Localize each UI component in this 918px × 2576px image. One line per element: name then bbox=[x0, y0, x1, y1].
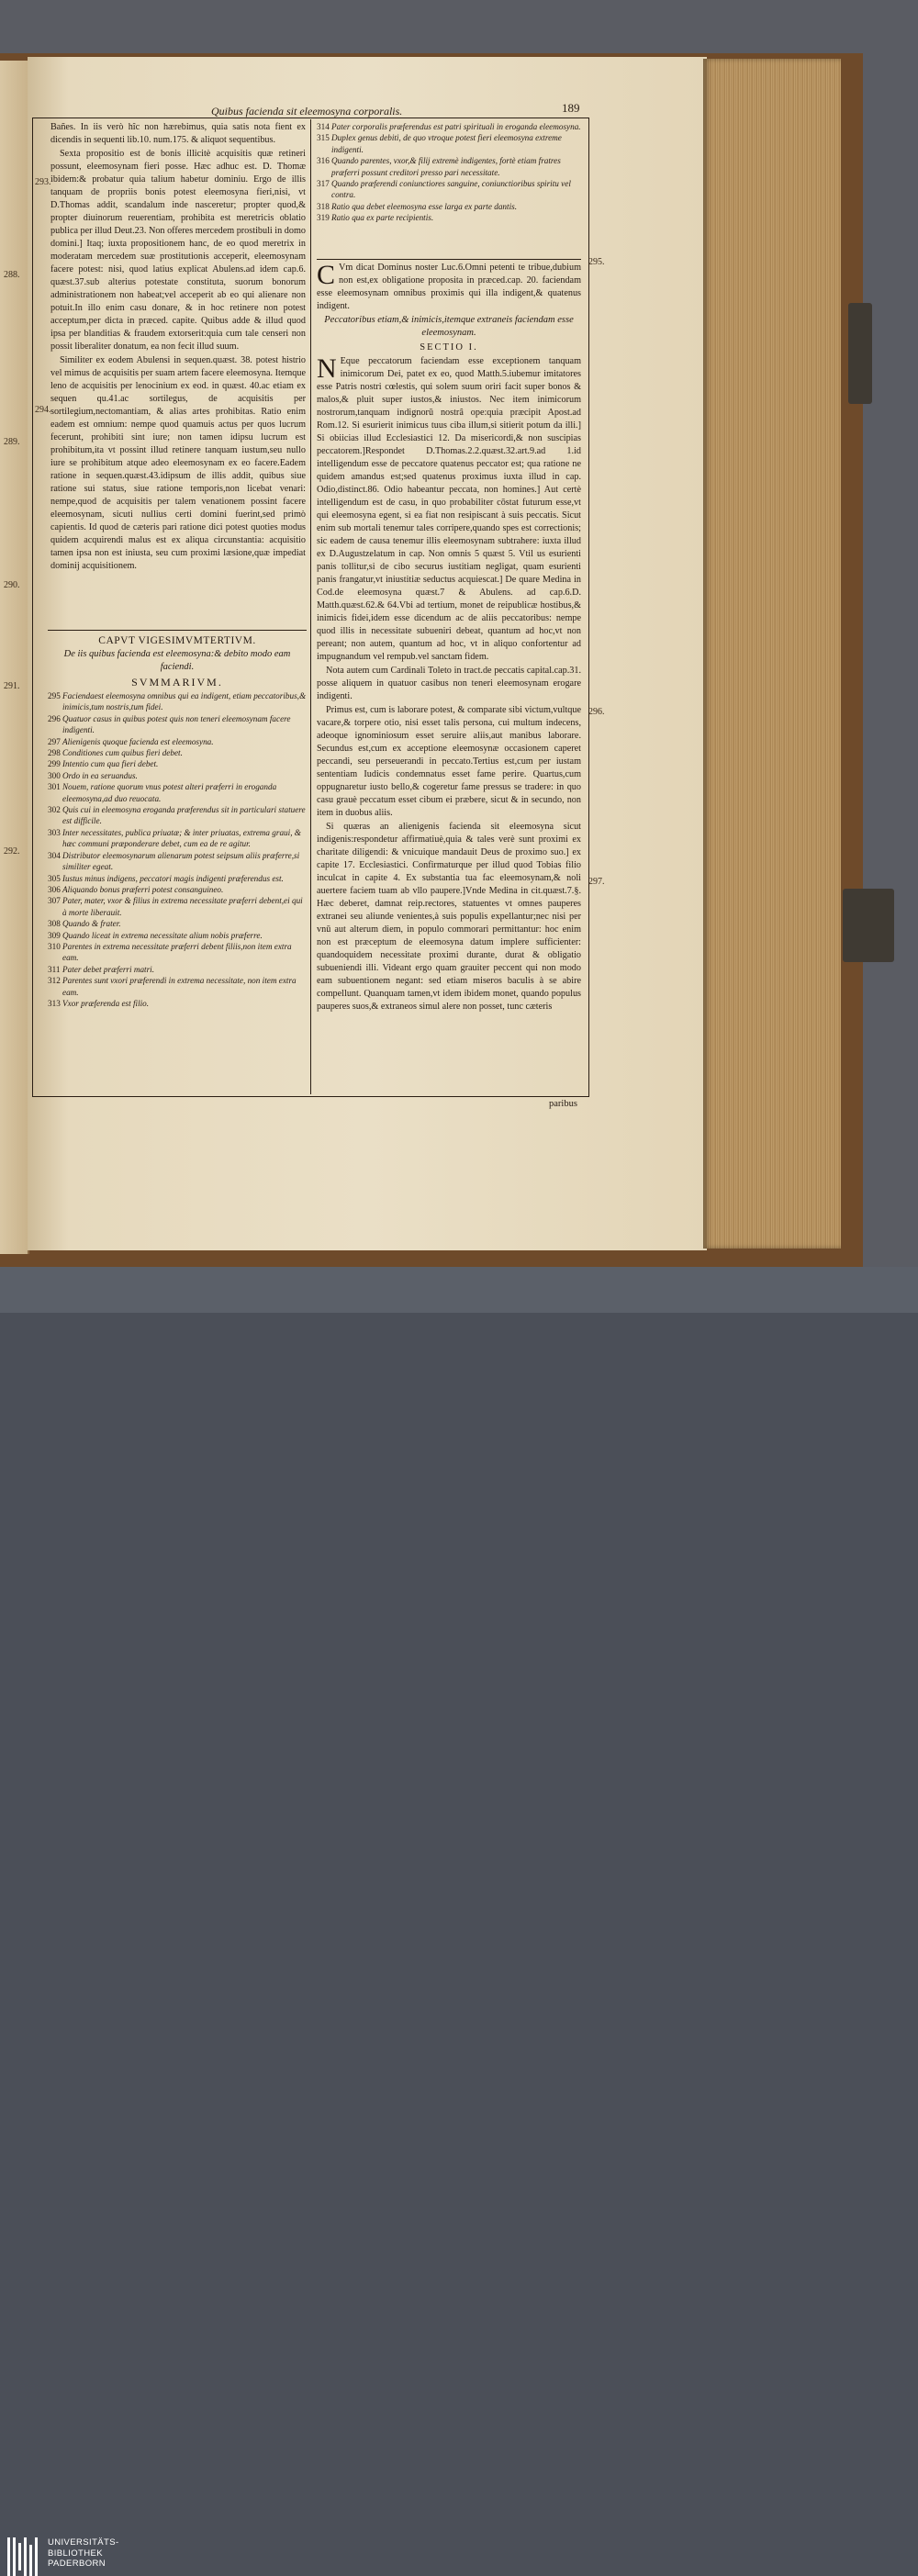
summary-item bbox=[48, 918, 307, 929]
paragraph: Bañes. In iis verò hîc non hærebimus, quia satis nota fient ex dicendis in sequenti lib.10. num.175. & aliquot sequentibus. bbox=[50, 122, 306, 145]
library-footer bbox=[0, 1267, 918, 2569]
summary-item bbox=[317, 132, 581, 155]
prev-margin-number: 288. bbox=[4, 270, 20, 280]
margin-number: 294. bbox=[35, 405, 51, 415]
margin-number: 297. bbox=[588, 877, 605, 887]
summary-item-text: Inter necessitates, publica priuatæ; & inter priuatas, extrema graui, & hæc communi præponderare debet, cum ea de re agitur. bbox=[62, 827, 301, 849]
summary-item bbox=[48, 998, 307, 1009]
section-rule bbox=[317, 259, 581, 260]
summary-item-number: 303 bbox=[48, 827, 61, 837]
section-heading: Peccatoribus etiam,& inimicis,itemque extraneis faciendam esse eleemosynam. bbox=[324, 315, 574, 338]
summary-item bbox=[317, 212, 581, 223]
summary-item-text: Conditiones cum quibus fieri debet. bbox=[62, 748, 183, 758]
summary-item bbox=[317, 201, 581, 212]
summary-item-number: 317 bbox=[317, 179, 330, 189]
summary-item-number: 308 bbox=[48, 919, 61, 929]
prev-margin-number: 292. bbox=[4, 846, 20, 857]
left-column-text bbox=[50, 121, 306, 626]
summary-item-number: 299 bbox=[48, 759, 61, 769]
fore-edge bbox=[703, 59, 841, 1249]
intro-text: Vm dicat Dominus noster Luc.6.Omni petenti te tribue,dubium non est,ex obligatione proposita in præced.cap. 20. faciendam esse eleemosynam omnibus proximis qui illa indigent,& quatenus indigent. bbox=[317, 263, 581, 311]
summary-item bbox=[317, 178, 581, 201]
running-head: Quibus facienda sit eleemosyna corporalis. bbox=[211, 105, 403, 118]
summary-item-number: 305 bbox=[48, 873, 61, 883]
summary-item-number: 295 bbox=[48, 691, 61, 700]
summary-item-text: Iustus minus indigens, peccatori magis indigenti præferendus est. bbox=[62, 873, 284, 883]
summary-item-text: Quando præferendi coniunctiores sanguine, coniunctioribus spiritu vel contra. bbox=[331, 179, 571, 200]
summary-item-text: Ratio qua ex parte recipientis. bbox=[331, 213, 434, 223]
summary-item-number: 304 bbox=[48, 850, 61, 860]
column-divider bbox=[310, 119, 311, 1094]
prev-margin-number: 289. bbox=[4, 437, 20, 447]
catchword: paribus bbox=[549, 1099, 577, 1109]
chapter-subtitle: De iis quibus facienda est eleemosyna:& debito modo eam faciendi. bbox=[63, 649, 291, 672]
summary-item bbox=[48, 895, 307, 918]
drop-cap: C bbox=[317, 260, 336, 290]
summary-item-number: 298 bbox=[48, 748, 61, 758]
summary-item-text: Vxor præferenda est filio. bbox=[62, 998, 150, 1008]
summary-heading: SVMMARIVM. bbox=[131, 676, 223, 689]
previous-page-edge bbox=[0, 61, 29, 1254]
summary-item bbox=[48, 690, 307, 713]
summary-item-number: 310 bbox=[48, 941, 61, 951]
summary-item bbox=[48, 975, 307, 998]
drop-cap: N bbox=[317, 353, 337, 384]
summary-item bbox=[48, 850, 307, 873]
margin-number: 293. bbox=[35, 177, 51, 187]
summary-item-text: Parentes sunt vxori præferendi in extrema necessitate, non item extra eam. bbox=[62, 976, 297, 997]
paragraph: Primus est, cum is laborare potest, & comparate sibi victum,vultque vacare,& torpere otio, nisi esset talis persona, cui multum indecens, adeoque ignominiosum esset seruire aliis,aut manibus laborare. Secundus est,cum ex acceptione eleemosynæ occasionem caperet peccandi, seu perseuerandi in peccato.Tertius est,cum per iustam sententiam Iudicis condemnatus esset fame perire. Quartus,cum oppugnaretur iusto bello,& cogeretur fame pressus se tradere: in quo casu grauè peccatum esset cibum ei præbere, sicut & in secundo, non item in duobus aliis. bbox=[317, 705, 581, 818]
paragraph: Sexta propositio est de bonis illicitè acquisitis quæ retineri possunt, eleemosynam fieri posse. Hæc adhuc est. D. Thomæ ibidem:& probatur quia talium habetur dominiu. Ergo de illis tanquam de propriis bonis potest eleemosyna fieri,nisi, vt D.Thomas addit, scandalum inde nasceretur; propter quod,& propter diuinorum reuerentiam, prohibita est meretricis oblatio publica per illud Deut.23. Non offeres mercedem prostibuli in domo domini.] Itaq; iuxta propositionem hanc, de eo quod meretrix in moderatam mercedem suæ prostitutionis acceperit, eleemosynam facere potest: nisi, quod latius explicat Abulens.ad idem cap.6. quæst.37.sub alterius potestate constituta, suorum bonorum administrationem non habeat;vel acceperit ab eo qui alienare non potuit.In illo enim casu donare, & in hoc retinere non potest acceptum,per dicta in præced. capite. Quibus adde & illud quod ipsa per blanditias & fraudem extorserit:quia cum tale censeri non possit liberaliter donatum, ea non fecit illud suum. bbox=[50, 149, 306, 352]
library-logo-text: UNIVERSITÄTS- BIBLIOTHEK PADERBORN bbox=[48, 2537, 119, 2569]
chapter-title: CAPVT VIGESIMVMTERTIVM. bbox=[98, 635, 256, 646]
summary-item bbox=[48, 873, 307, 884]
summary-continuation bbox=[317, 121, 581, 257]
summary-item-number: 319 bbox=[317, 213, 330, 223]
paragraph: Similiter ex eodem Abulensi in sequen.quæst. 38. potest histrio vel mimus de acquisitis per suam artem facere eleemosyna. Itemque leno de acquisitis per lenocinium ex eod. in quæst. 40.ac etiam ex sequen qu.41.ac sortilegus, de acquisitis per sortilegium,nectomantiam, & alias artes prohibitas. Ratio enim eadem est omnium: nempe quod quamuis actus per quos lucrum fecerunt, prohibiti sint iure; non tamen idipsu lucrum est prohibitum,ita vt possint illud retinere tanquam iustum,seu nullo iure se prohibitum atque adeo eleemosynam ex eo facere.Eadem ratione in sequen.quæst.43.idipsum de illis addit, quibus siue ratione sui status, siue ratione temporis,non licebat venari: nempe,quod de acquisitis per talem venationem possint facere eleemosynam, sicuti nullius certi domini fuerint,sed primò capientis. Id quod de cæteris pari ratione dici potest quoties modus quidem acquirendi malus est ex aliqua circunstantia: acquisitio tamen ipsa non est iniusta, seu cum proximi læsione,quæ impediat dominij acquisitionem. bbox=[50, 355, 306, 571]
summary-item bbox=[48, 941, 307, 964]
summary-item-text: Duplex genus debiti, de quo vtroque potest fieri eleemosyna extreme indigenti. bbox=[331, 133, 562, 154]
prev-margin-number: 290. bbox=[4, 580, 20, 590]
summary-item-number: 309 bbox=[48, 930, 61, 940]
prev-margin-number: 291. bbox=[4, 681, 20, 691]
summary-list bbox=[48, 690, 307, 1009]
summary-item-number: 314 bbox=[317, 122, 330, 131]
library-logo-icon bbox=[7, 2537, 40, 2576]
summary-item-text: Alienigenis quoque facienda est eleemosyna. bbox=[62, 736, 214, 746]
paragraph: Si quæras an alienigenis facienda sit eleemosyna sicut indigenis:respondetur affirmatiuè,quia & tales verè sunt proximi ex charitate diligendi: & vnicuique mandauit Deus de proximo suo.] ex capite 17. Ecclesiastici. Confirmaturque per illud quod Tobias filio inculcat in capite 4. Ex substantia tua fac eleemosynam,& noli auertere faciem tuam ab vllo paupere.]Vnde Medina in cit.quæst.7.§. Hæc deberet, damnat reip.rectores, statuentes vt omnes pauperes extranei seu aliunde venientes,à suis populis expellantur;nec nisi per vnū aut alterum diem, in populo commorari permittantur: hoc enim non est præceptum de eleemosyna datum implere sufficienter: quandoquidem necessitate proximi durante, durat & obligatio subueniendi illi. Videant ergo quam grauiter peccent qui non modo eam subuentionem negant: sed etiam miseros baculis à se abire compellunt. Quanquam tamen,vt idem ibidem monet, quando populus pauperes suos,& extraneos simul alere non posset, tunc cæteris bbox=[317, 822, 581, 1012]
summary-item bbox=[48, 736, 307, 747]
page-tab bbox=[843, 889, 894, 962]
summary-item bbox=[48, 758, 307, 769]
summary-item-number: 311 bbox=[48, 964, 61, 974]
summary-item bbox=[48, 770, 307, 781]
summary-item-number: 316 bbox=[317, 156, 330, 166]
summary-item-text: Intentio cum qua fieri debet. bbox=[62, 759, 159, 769]
summary-item-text: Quando & frater. bbox=[62, 919, 121, 929]
summary-item-text: Quis cui in eleemosyna eroganda præferendus sit in particulari statuere est difficile. bbox=[62, 805, 306, 826]
summary-item bbox=[48, 964, 307, 975]
summary-item-number: 306 bbox=[48, 884, 61, 894]
summary-item-text: Nouem, ratione quorum vnus potest alteri præferri in eroganda eleemosyna,ad duo reuocata. bbox=[62, 782, 277, 803]
margin-number: 295. bbox=[588, 257, 605, 267]
summary-item-text: Aliquando bonus præferri potest consanguineo. bbox=[62, 884, 224, 894]
summary-item-number: 296 bbox=[48, 713, 61, 723]
summary-item-text: Pater corporalis præferendus est patri spirituali in eroganda eleemosyna. bbox=[331, 122, 581, 131]
summary-item bbox=[48, 884, 307, 895]
summary-item-number: 313 bbox=[48, 998, 61, 1008]
summary-item-text: Quatuor casus in quibus potest quis non teneri eleemosynam facere indigenti. bbox=[62, 713, 291, 735]
summary-item-number: 301 bbox=[48, 782, 61, 792]
summary-item bbox=[48, 930, 307, 941]
summary-item bbox=[48, 747, 307, 758]
summary-item bbox=[48, 713, 307, 736]
summary-item-text: Ratio qua debet eleemosyna esse larga ex parte dantis. bbox=[331, 201, 517, 211]
page-tab bbox=[848, 303, 872, 404]
paragraph: Eque peccatorum faciendam esse exceptionem tanquam inimicorum Dei, patet ex eo, quod Matth.5.iubemur imitatores esse Patris nostri cœlestis, qui solem suum oriri facit super bonos & malos,& pluit super iustos,& iniustos. Nec item inimicorum nostrorum,tanquam indignorū nostrâ ope:quia præcipit Apost.ad Rom.12. Si esurierit inimicus tuus ciba illum,si sitierit potum da illi.] Si obiicias illud Ecclesiastici 12. Da misericordi,& non suscipias peccatorem.]Respondet D.Thomas.2.2.quæst.32.art.9.ad 1.id intelligendum esse de peccatore quatenus peccator est; qua ratione ne quidem amandus est;sed quatenus proximus iuxta illud in cap. Odio,distinct.86. Odio habeantur peccata, non homines.] Aut certè intelligendum est de casu, in quo probabiliter cōstat futurum esse,vt qui eleemosyna egent, si ea fiat non resipiscant à suis peccatis. Sicut enim sub mortali tenemur tales corripere,quando spes est correctionis; sic eadem de causa tenemur illis eleemosynam subtrahere: iuxta illud ex D.Augustzelatum in cap. Non omnis 5 quæst 5. Vtil us esurienti panis tollitur,si de cibo securus iustitiam negligat, quam esurienti panis frangatur,vt iniustitiæ seductus acquiescat.] De quare Medina in Cod.de eleemosyna quæst.7 & Abulens. ad cap.6.D. Matth.quæst.62.& 64.Vbi ad tertium, monet de reipublicæ hostibus,& inimicis fidei,idem esse dicendum ac de aliis peccatoribus: nempe quod illis in necessitate subueniri debeat, quantum ad hoc,vt non pereant; non autem, quantum ad hoc, vt in aliquo confortentur ad impugnandum vel rempub.vel sanctam fidem. bbox=[317, 356, 581, 662]
chapter-rule bbox=[48, 630, 307, 631]
summary-item-text: Faciendaest eleemosyna omnibus qui ea indigent, etiam peccatoribus,& inimicis,tum nostris,tum fidei. bbox=[62, 691, 307, 712]
summary-item-number: 318 bbox=[317, 201, 330, 211]
sectio-heading: SECTIO I. bbox=[420, 342, 478, 353]
summary-item-number: 307 bbox=[48, 896, 61, 906]
summary-list bbox=[317, 121, 581, 224]
summary-item-text: Quando parentes, vxor,& filij extremè indigentes, fortè etiam fratres præferri possunt creditori presso pari necessitate. bbox=[331, 156, 561, 177]
summary-item-text: Quando liceat in extrema necessitate alium nobis præferre. bbox=[62, 930, 263, 940]
chapter-block bbox=[48, 628, 307, 1092]
folio-number: 189 bbox=[562, 101, 580, 115]
summary-item-number: 315 bbox=[317, 133, 330, 143]
paragraph: Nota autem cum Cardinali Toleto in tract.de peccatis capital.cap.31. posse aliquem in quatuor casibus non teneri eleemosynam erogare indigenti. bbox=[317, 666, 581, 701]
summary-item bbox=[317, 155, 581, 178]
margin-number: 296. bbox=[588, 707, 605, 717]
summary-item-text: Pater, mater, vxor & filius in extrema necessitate præferri debent,ei qui à morte liberauit. bbox=[62, 896, 303, 917]
summary-item-number: 297 bbox=[48, 736, 61, 746]
summary-item-text: Ordo in ea seruandus. bbox=[62, 770, 138, 780]
summary-item bbox=[48, 804, 307, 827]
summary-item bbox=[48, 781, 307, 804]
summary-item-text: Pater debet præferri matri. bbox=[62, 964, 155, 974]
right-column-text bbox=[317, 257, 581, 1094]
summary-item-text: Distributor eleemosynarum alienarum potest seipsum aliis præferre,si similiter egeat. bbox=[62, 850, 300, 872]
summary-item bbox=[48, 827, 307, 850]
summary-item-number: 300 bbox=[48, 770, 61, 780]
scan-area bbox=[0, 0, 918, 1267]
summary-item-number: 312 bbox=[48, 976, 61, 986]
summary-item-text: Parentes in extrema necessitate præferri debent filiis,non item extra eam. bbox=[62, 941, 292, 963]
summary-item bbox=[317, 121, 581, 132]
summary-item-number: 302 bbox=[48, 805, 61, 815]
